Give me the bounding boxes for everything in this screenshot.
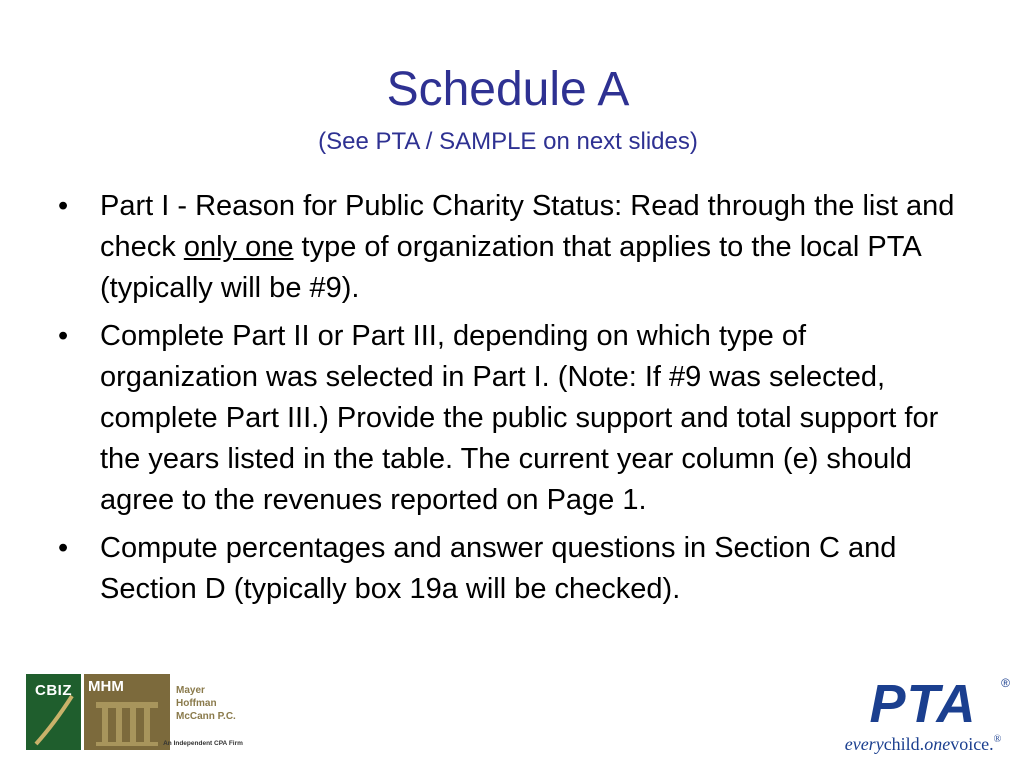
bullet-marker: •	[58, 190, 69, 222]
bullet-text: Compute percentages and answer questions in Section C and Section D (typically box 19a will be checked).	[100, 532, 897, 606]
pta-logo	[828, 674, 1018, 760]
cbiz-mhm-logo	[26, 674, 243, 750]
bullet-text: Part I - Reason for Public Charity Status: Read through the list and check only one type of organization that applies to the local PTA (typically will be #9).	[100, 190, 955, 304]
bullet-marker: •	[58, 532, 69, 565]
bullet-item	[58, 186, 958, 308]
registered-mark: ®	[1001, 676, 1010, 690]
swoosh-icon	[26, 674, 81, 750]
slide-subtitle: (See PTA / SAMPLE on next slides)	[318, 128, 698, 155]
firm-tagline: An Independent CPA Firm	[163, 740, 243, 747]
pta-wordmark: PTA	[869, 674, 977, 734]
bullet-text: Complete Part II or Part III, depending on which type of organization was selected in Part I. (Note: If #9 was selected, complete Part III.) Provide the public support and total support for the years listed in the table. The current year column (e) should agree to the revenues reported on Page 1.	[100, 320, 939, 516]
underlined-text: only one	[183, 230, 294, 263]
bullet-item	[58, 528, 958, 610]
slide-title: Schedule A	[386, 63, 630, 116]
bullet-list	[58, 186, 958, 618]
firm-name: Mayer Hoffman McCann P.C.	[176, 685, 236, 722]
cbiz-logo-box: CBIZ	[26, 674, 81, 750]
bullet-item	[58, 316, 958, 520]
pta-tagline: everychild.onevoice.®	[844, 734, 1002, 754]
bullet-marker: •	[58, 320, 69, 353]
mhm-label: MHM	[88, 678, 124, 695]
